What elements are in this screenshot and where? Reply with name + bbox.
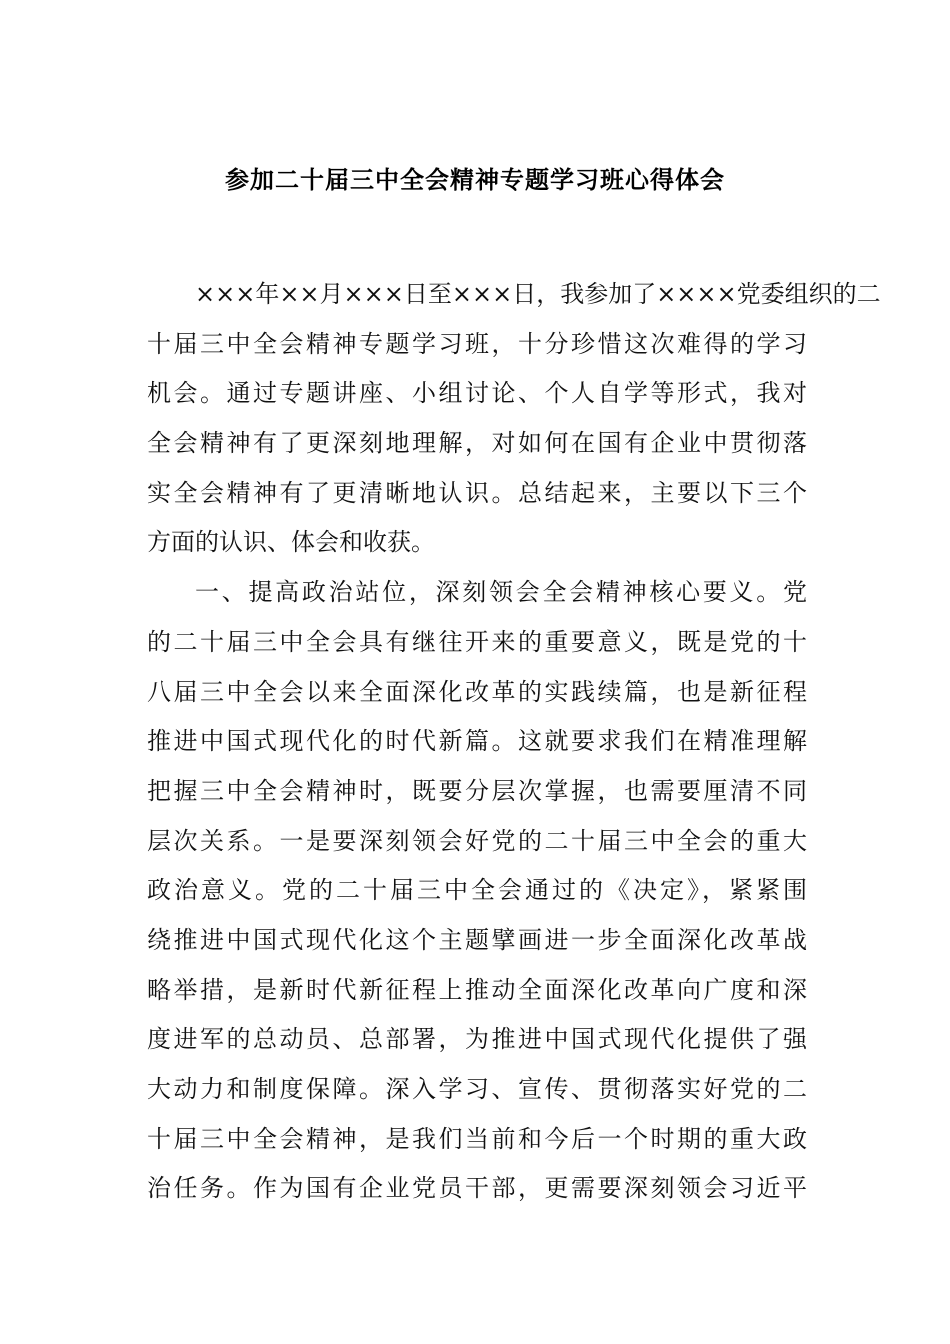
paragraph-line: 十届三中全会精神，是我们当前和今后一个时期的重大政 [147,1124,807,1153]
paragraph-line: 八届三中全会以来全面深化改革的实践续篇，也是新征程 [147,677,807,706]
paragraph-line: 把握三中全会精神时，既要分层次掌握，也需要厘清不同 [147,776,807,805]
paragraph-line: 机会。通过专题讲座、小组讨论、个人自学等形式，我对 [147,379,807,408]
paragraph-line: ×××年××月×××日至×××日，我参加了××××党委组织的二 [195,280,881,308]
paragraph-line: 十届三中全会精神专题学习班，十分珍惜这次难得的学习 [147,329,807,358]
document-title: 参加二十届三中全会精神专题学习班心得体会 [225,166,725,194]
paragraph-line: 绕推进中国式现代化这个主题擘画进一步全面深化改革战 [147,925,807,954]
paragraph-line: 一、提高政治站位，深刻领会全会精神核心要义。党 [195,578,807,607]
paragraph-line: 略举措，是新时代新征程上推动全面深化改革向广度和深 [147,975,807,1004]
paragraph-line: 治任务。作为国有企业党员干部，更需要深刻领会习近平 [147,1174,807,1203]
paragraph-line: 大动力和制度保障。深入学习、宣传、贯彻落实好党的二 [147,1075,807,1103]
paragraph-line: 度进军的总动员、总部署，为推进中国式现代化提供了强 [147,1025,807,1054]
paragraph-line: 政治意义。党的二十届三中全会通过的《决定》，紧紧围 [147,876,807,905]
paragraph-line: 的二十届三中全会具有继往开来的重要意义，既是党的十 [147,627,807,656]
document-body [147,274,881,1218]
paragraph-line: 推进中国式现代化的时代新篇。这就要求我们在精准理解 [147,727,807,756]
paragraph-line: 层次关系。一是要深刻领会好党的二十届三中全会的重大 [147,826,807,855]
paragraph-line: 实全会精神有了更清晰地认识。总结起来，主要以下三个 [147,478,807,507]
paragraph-line: 方面的认识、体会和收获。 [147,528,435,557]
paragraph-line: 全会精神有了更深刻地理解，对如何在国有企业中贯彻落 [147,429,807,458]
